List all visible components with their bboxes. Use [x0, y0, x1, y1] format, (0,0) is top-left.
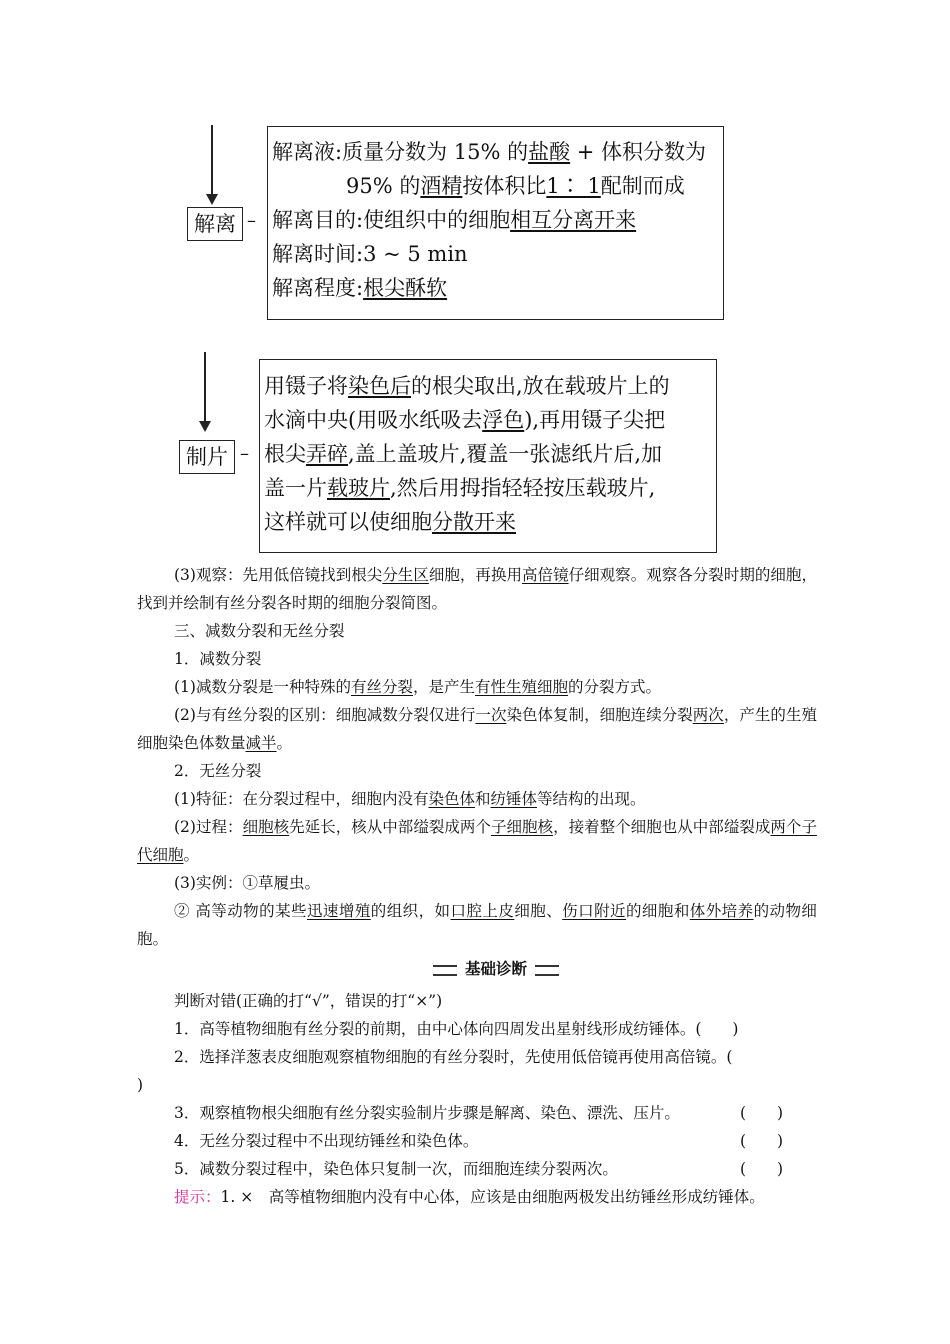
dissociation-content — [272, 135, 706, 305]
slide-line2: 水滴中央(用吸水纸吸去浮色),再用镊子尖把 — [264, 408, 666, 432]
answer-blank: ( ) — [740, 1132, 784, 1150]
section-3-title: 三、减数分裂和无丝分裂 — [174, 622, 345, 640]
diagnosis-banner — [433, 960, 559, 982]
amitosis-p1: (1)特征：在分裂过程中，细胞内没有染色体和纺锤体等结构的出现。 — [174, 790, 646, 808]
flow-arrow-head — [206, 194, 218, 205]
connector-dash: – — [247, 210, 256, 231]
diagnosis-item-2-cont: ) — [137, 1076, 144, 1094]
slide-line1: 用镊子将染色后的根尖取出,放在载玻片上的 — [264, 374, 670, 398]
diagnosis-item-4: 4．无丝分裂过程中不出现纺锤丝和染色体。 — [174, 1132, 479, 1150]
meiosis-title: 1．减数分裂 — [174, 650, 262, 668]
dissociation-line3: 解离目的:使组织中的细胞相互分离开来 — [272, 208, 637, 232]
hint-line — [174, 1183, 765, 1211]
dissociation-line5: 解离程度:根尖酥软 — [272, 276, 448, 300]
flow-arrow-line — [211, 125, 213, 195]
diagnosis-item-5: 5．减数分裂过程中，染色体只复制一次，而细胞连续分裂两次。 — [174, 1160, 618, 1178]
meiosis-p2: (2)与有丝分裂的区别：细胞减数分裂仅进行一次染色体复制，细胞连续分裂两次，产生的生殖细胞染色体数量减半。 — [137, 706, 817, 752]
slide-line3: 根尖弄碎,盖上盖玻片,覆盖一张滤纸片后,加 — [264, 442, 663, 466]
connector-dash: – — [240, 443, 249, 464]
slide-line4: 盖一片载玻片,然后用拇指轻轻按压载玻片, — [264, 476, 656, 500]
slide-line5: 这样就可以使细胞分散开来 — [264, 510, 516, 534]
hint-text: 1. × 高等植物细胞内没有中心体，应该是由细胞两极发出纺锤丝形成纺锤体。 — [220, 1188, 765, 1206]
dissociation-line1: 解离液:质量分数为 15% 的盐酸 + 体积分数为 — [272, 140, 707, 164]
dissociation-line4: 解离时间:3 ~ 5 min — [272, 242, 468, 266]
hint-label: 提示： — [174, 1188, 221, 1206]
observe-paragraph: (3)观察：先用低倍镜找到根尖分生区细胞，再换用高倍镜仔细观察。观察各分裂时期的细胞，找到并绘制有丝分裂各时期的细胞分裂简图。 — [137, 566, 817, 612]
amitosis-p2: (2)过程：细胞核先延长，核从中部缢裂成两个子细胞核，接着整个细胞也从中部缢裂成两个子代细胞。 — [137, 818, 817, 864]
diagnosis-item-3: 3．观察植物根尖细胞有丝分裂实验制片步骤是解离、染色、漂洗、压片。 — [174, 1104, 680, 1122]
slide-making-content — [264, 369, 670, 539]
step-label-dissociation: 解离 — [187, 207, 243, 241]
answer-blank: ( ) — [740, 1160, 784, 1178]
diagnosis-banner-title: 基础诊断 — [464, 960, 527, 978]
diagnosis-instruction: 判断对错(正确的打“√”，错误的打“×”) — [174, 992, 443, 1010]
meiosis-p1: (1)减数分裂是一种特殊的有丝分裂，是产生有性生殖细胞的分裂方式。 — [174, 678, 662, 696]
amitosis-p3: (3)实例：①草履虫。 — [174, 874, 320, 892]
answer-blank: ( ) — [740, 1104, 784, 1122]
flow-arrow-line — [204, 352, 206, 422]
step-label-slide-making: 制片 — [179, 440, 235, 474]
diagnosis-item-1: 1．高等植物细胞有丝分裂的前期，由中心体向四周发出星射线形成纺锤体。( ) — [174, 1020, 739, 1038]
flow-arrow-head — [199, 421, 211, 432]
amitosis-p4: ② 高等动物的某些迅速增殖的组织，如口腔上皮细胞、伤口附近的细胞和体外培养的动物细胞。 — [137, 902, 817, 948]
dissociation-line2: 95% 的酒精按体积比1∶ 1配制而成 — [346, 174, 685, 198]
diagnosis-item-2: 2．选择洋葱表皮细胞观察植物细胞的有丝分裂时，先使用低倍镜再使用高倍镜。( — [174, 1048, 733, 1066]
amitosis-title: 2．无丝分裂 — [174, 762, 262, 780]
